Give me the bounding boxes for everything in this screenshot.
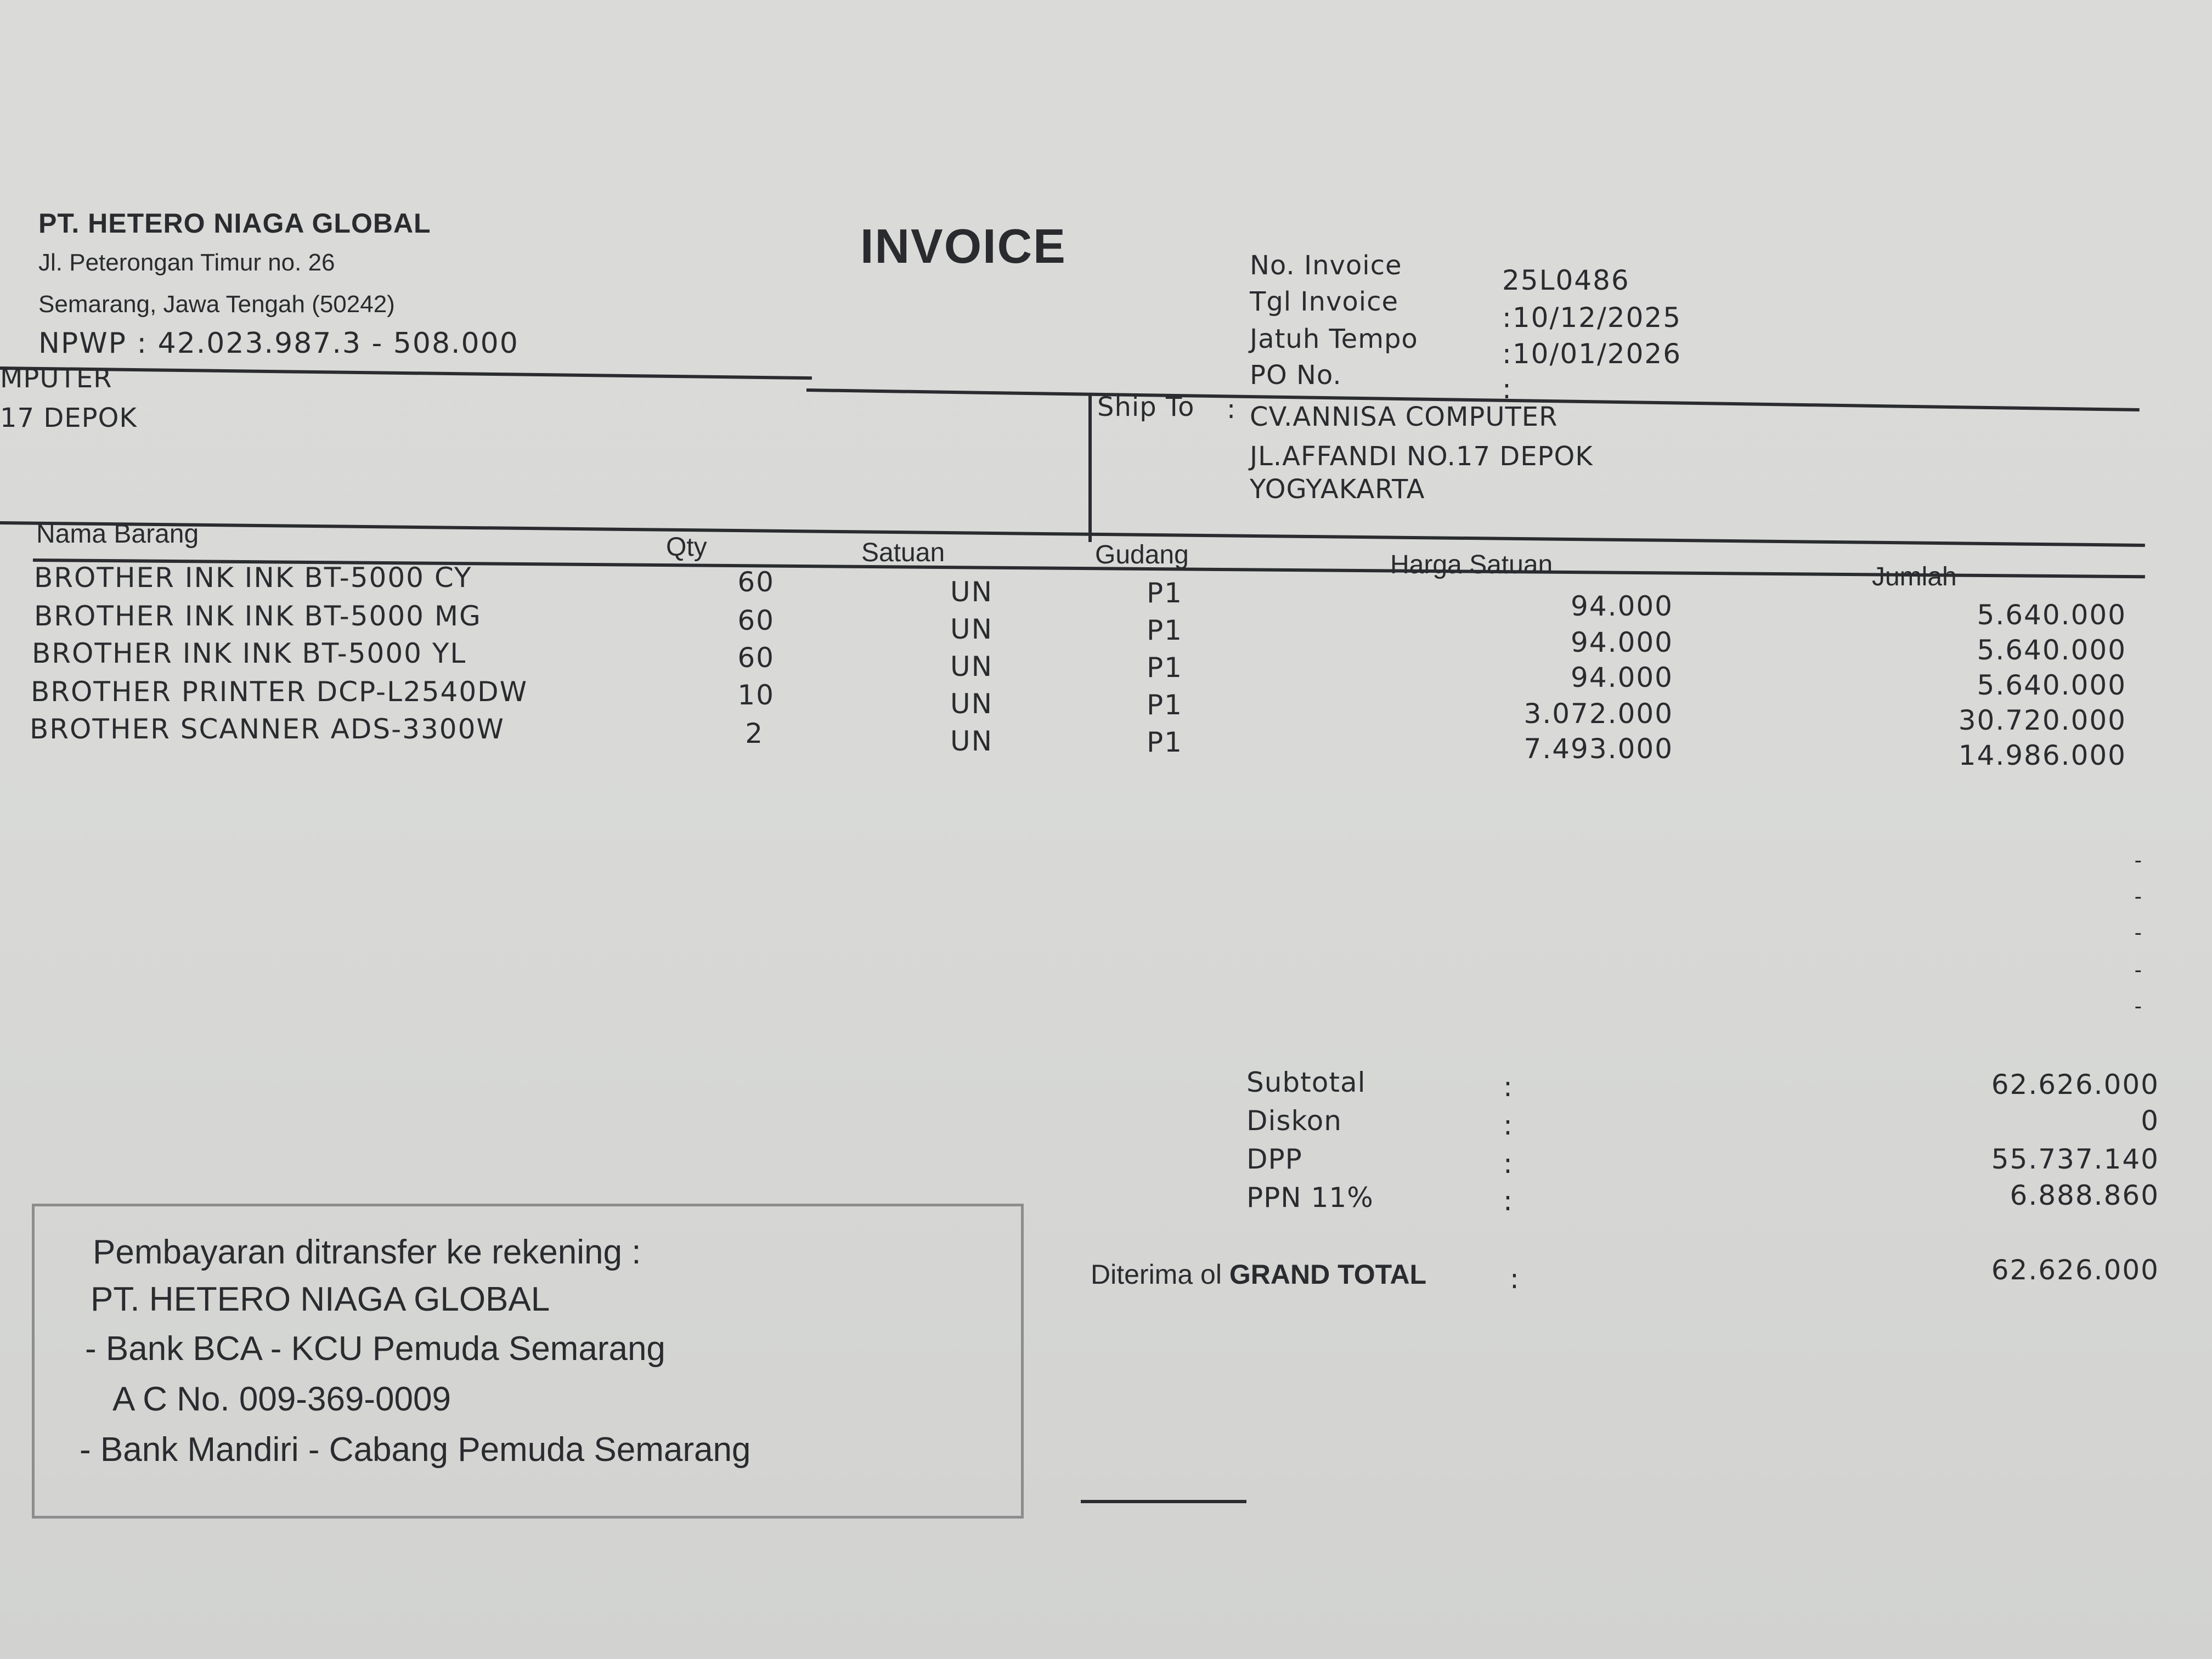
item-gudang: P1 — [1147, 726, 1183, 758]
item-qty: 10 — [737, 679, 775, 711]
diskon-value: 0 — [2141, 1105, 2159, 1137]
empty-row-mark: - — [2134, 884, 2142, 909]
item-qty: 60 — [737, 605, 775, 636]
item-jumlah: 5.640.000 — [1977, 669, 2126, 701]
grand-total-label: GRAND TOTAL — [1229, 1259, 1427, 1290]
jatuh-tempo-label: Jatuh Tempo — [1250, 324, 1418, 354]
ship-to-label: Ship To — [1097, 392, 1195, 422]
bill-to-line1: MPUTER — [0, 363, 112, 394]
subtotal-label: Subtotal — [1246, 1066, 1366, 1098]
no-invoice-label: No. Invoice — [1250, 250, 1402, 281]
item-satuan: UN — [950, 576, 993, 608]
po-no-label: PO No. — [1250, 360, 1342, 391]
item-satuan: UN — [950, 725, 993, 757]
item-name: BROTHER PRINTER DCP-L2540DW — [31, 676, 528, 708]
payment-line1: Pembayaran ditransfer ke rekening : — [93, 1233, 641, 1271]
payment-bank-bca: - Bank BCA - KCU Pemuda Semarang — [85, 1330, 665, 1368]
item-satuan: UN — [950, 651, 993, 682]
item-harga: 3.072.000 — [1523, 698, 1673, 730]
item-gudang: P1 — [1147, 652, 1183, 684]
ppn-colon: : — [1503, 1185, 1513, 1217]
item-jumlah: 14.986.000 — [1958, 740, 2126, 771]
signature-line — [1081, 1500, 1246, 1503]
tgl-invoice-value: :10/12/2025 — [1502, 302, 1682, 334]
empty-row-mark: - — [2134, 848, 2142, 872]
empty-row-mark: - — [2134, 958, 2142, 982]
po-no-value: : — [1502, 373, 1513, 405]
item-qty: 2 — [745, 718, 764, 749]
tgl-invoice-label: Tgl Invoice — [1250, 286, 1398, 317]
ship-to-name: CV.ANNISA COMPUTER — [1250, 402, 1558, 432]
item-name: BROTHER INK INK BT-5000 YL — [32, 637, 467, 669]
header-divider — [0, 366, 812, 380]
company-npwp: NPWP : 42.023.987.3 - 508.000 — [38, 327, 519, 360]
ship-to-colon: : — [1227, 394, 1237, 425]
grand-total-value: 62.626.000 — [1991, 1254, 2159, 1286]
page-title: INVOICE — [860, 219, 1066, 273]
ppn-value: 6.888.860 — [2010, 1180, 2159, 1211]
item-gudang: P1 — [1147, 577, 1183, 609]
diskon-colon: : — [1503, 1109, 1513, 1141]
payment-company: PT. HETERO NIAGA GLOBAL — [91, 1280, 550, 1318]
item-harga: 94.000 — [1571, 662, 1673, 693]
bill-to-line2: 17 DEPOK — [0, 403, 137, 433]
item-satuan: UN — [950, 688, 993, 720]
company-address-line1: Jl. Peterongan Timur no. 26 — [38, 249, 335, 276]
item-name: BROTHER INK INK BT-5000 MG — [34, 600, 482, 632]
item-harga: 7.493.000 — [1523, 733, 1673, 765]
payment-info-box — [32, 1204, 1024, 1519]
payment-bank-mandiri: - Bank Mandiri - Cabang Pemuda Semarang — [80, 1431, 751, 1469]
payment-account-no: A C No. 009-369-0009 — [112, 1380, 451, 1418]
item-harga: 94.000 — [1571, 590, 1673, 622]
diskon-label: Diskon — [1246, 1105, 1342, 1137]
item-jumlah: 5.640.000 — [1977, 634, 2126, 666]
col-header-nama-barang: Nama Barang — [36, 520, 199, 549]
subtotal-value: 62.626.000 — [1991, 1069, 2159, 1101]
item-jumlah: 30.720.000 — [1958, 704, 2126, 736]
subtotal-colon: : — [1503, 1071, 1513, 1103]
grand-total-colon: : — [1510, 1263, 1519, 1295]
empty-row-mark: - — [2134, 921, 2142, 945]
company-address-line2: Semarang, Jawa Tengah (50242) — [38, 291, 395, 318]
ppn-label: PPN 11% — [1246, 1182, 1374, 1214]
address-divider — [1088, 395, 1092, 542]
col-header-harga-satuan: Harga Satuan — [1390, 550, 1553, 579]
grand-total-row-label — [1091, 1259, 1426, 1290]
item-name: BROTHER SCANNER ADS-3300W — [30, 713, 505, 745]
jatuh-tempo-value: :10/01/2026 — [1502, 338, 1682, 370]
col-header-gudang: Gudang — [1095, 540, 1189, 569]
col-header-jumlah: Jumlah — [1872, 562, 1957, 591]
dpp-value: 55.737.140 — [1991, 1143, 2159, 1175]
dpp-colon: : — [1503, 1148, 1513, 1180]
item-gudang: P1 — [1147, 689, 1183, 721]
item-jumlah: 5.640.000 — [1977, 599, 2126, 631]
diterima-label: Diterima ol — [1091, 1259, 1222, 1290]
ship-to-address: JL.AFFANDI NO.17 DEPOK — [1250, 441, 1593, 472]
no-invoice-value: 25L0486 — [1502, 264, 1630, 296]
dpp-label: DPP — [1246, 1143, 1302, 1175]
col-header-qty: Qty — [666, 533, 707, 562]
ship-to-city: YOGYAKARTA — [1250, 474, 1425, 505]
item-name: BROTHER INK INK BT-5000 CY — [34, 562, 472, 594]
empty-row-mark: - — [2134, 994, 2142, 1018]
item-harga: 94.000 — [1571, 627, 1673, 658]
table-top-rule — [0, 521, 2145, 547]
item-qty: 60 — [737, 642, 775, 674]
item-qty: 60 — [737, 566, 775, 598]
col-header-satuan: Satuan — [861, 538, 945, 567]
item-gudang: P1 — [1147, 614, 1183, 646]
item-satuan: UN — [950, 613, 993, 645]
company-name: PT. HETERO NIAGA GLOBAL — [38, 208, 431, 239]
